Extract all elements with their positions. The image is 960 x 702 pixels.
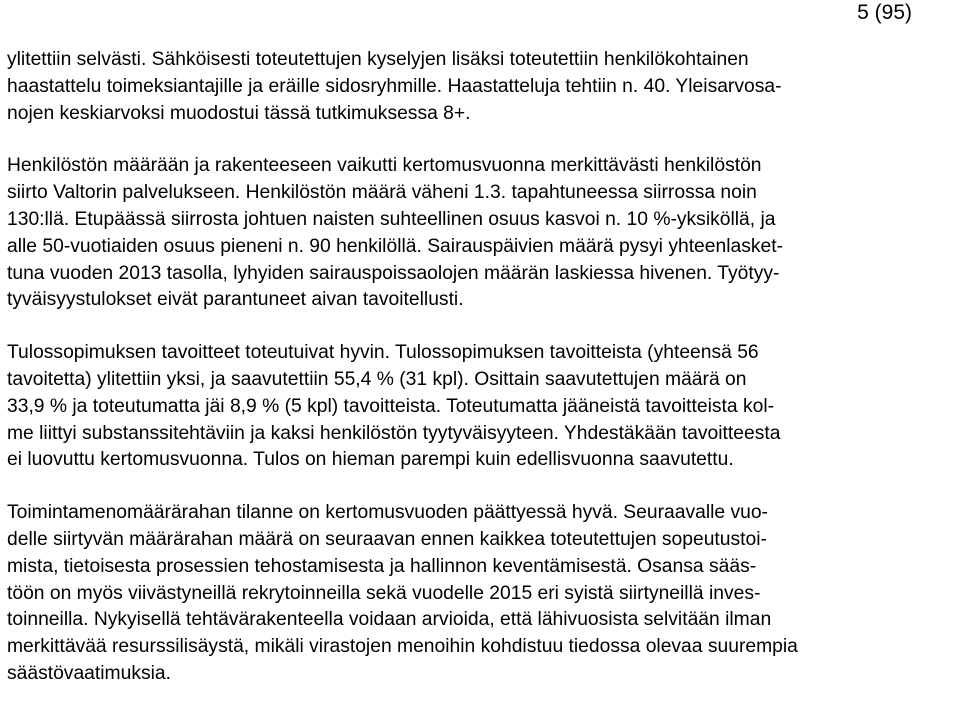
paragraph-spacer: [7, 314, 959, 340]
text-line: ei luovuttu kertomusvuonna. Tulos on hieman parempi kuin edellisvuonna saavutettu.: [7, 449, 734, 471]
text-line: Henkilöstön määrään ja rakenteeseen vaikutti kertomusvuonna merkittävästi henkilöstön: [7, 155, 762, 177]
paragraph-performance-agreement: [7, 340, 959, 474]
document-body: [7, 47, 959, 688]
text-line: delle siirtyvän määrärahan määrä on seuraavan ennen kaikkea toteutettujen sopeutustoi-: [7, 528, 767, 550]
text-line: tavoitetta) ylitettiin yksi, ja saavutettiin 55,4 % (31 kpl). Osittain saavutettujen määrä on: [7, 368, 747, 390]
text-line: Toimintamenomäärärahan tilanne on kertomusvuoden päättyessä hyvä. Seuraavalle vuo-: [7, 502, 768, 524]
text-line: ylitettiin selvästi. Sähköisesti toteutettujen kyselyjen lisäksi toteutettiin henkilökohtainen: [7, 49, 749, 70]
text-line: siirto Valtorin palvelukseen. Henkilöstön määrä väheni 1.3. tapahtuneessa siirrossa noin: [7, 182, 757, 204]
page-number: 5 (95): [857, 1, 912, 24]
text-line: merkittävää resurssilisäystä, mikäli virastojen menoihin kohdistuu tiedossa olevaa suurempia: [7, 636, 798, 658]
text-line: haastattelu toimeksiantajille ja eräille sidosryhmille. Haastatteluja tehtiin n. 40. Yleisarvosa-: [7, 75, 782, 97]
paragraph-survey-results: [7, 47, 959, 127]
paragraph-personnel: [7, 153, 959, 314]
text-line: nojen keskiarvoksi muodostui tässä tutkimuksessa 8+.: [7, 102, 471, 124]
text-line: 33,9 % ja toteutumatta jäi 8,9 % (5 kpl) tavoitteista. Toteutumatta jääneistä tavoitteista kol-: [7, 395, 775, 417]
text-line: toinneilla. Nykyisellä tehtävärakenteella voidaan arvioida, että lähivuosista selvitään ilman: [7, 609, 772, 631]
text-line: mista, tietoisesta prosessien tehostamisesta ja hallinnon keventämisestä. Osansa sääs-: [7, 555, 757, 577]
text-line: tuna vuoden 2013 tasolla, lyhyiden sairauspoissaolojen määrän laskiessa hivenen. Työtyy-: [7, 262, 780, 284]
text-line: alle 50-vuotiaiden osuus pieneni n. 90 henkilöllä. Sairauspäivien määrä pysyi yhteenlasket-: [7, 235, 784, 257]
text-line: tyväisyystulokset eivät parantuneet aivan tavoitellusti.: [7, 289, 464, 311]
text-line: Tulossopimuksen tavoitteet toteutuivat hyvin. Tulossopimuksen tavoitteista (yhteensä 56: [7, 342, 759, 364]
text-line: me liittyi substanssitehtäviin ja kaksi henkilöstön tyytyväisyyteen. Yhdestäkään tavoitteesta: [7, 422, 781, 444]
text-line: 130:llä. Etupäässä siirrosta johtuen naisten suhteellinen osuus kasvoi n. 10 %-yksiköllä, ja: [7, 208, 776, 230]
paragraph-spacer: [7, 474, 959, 500]
text-line: säästövaatimuksia.: [7, 662, 171, 684]
paragraph-spacer: [7, 127, 959, 153]
text-line: töön on myös viivästyneillä rekrytoinneilla sekä vuodelle 2015 eri syistä siirtyneillä inves-: [7, 582, 761, 604]
paragraph-operating-budget: [7, 500, 959, 688]
